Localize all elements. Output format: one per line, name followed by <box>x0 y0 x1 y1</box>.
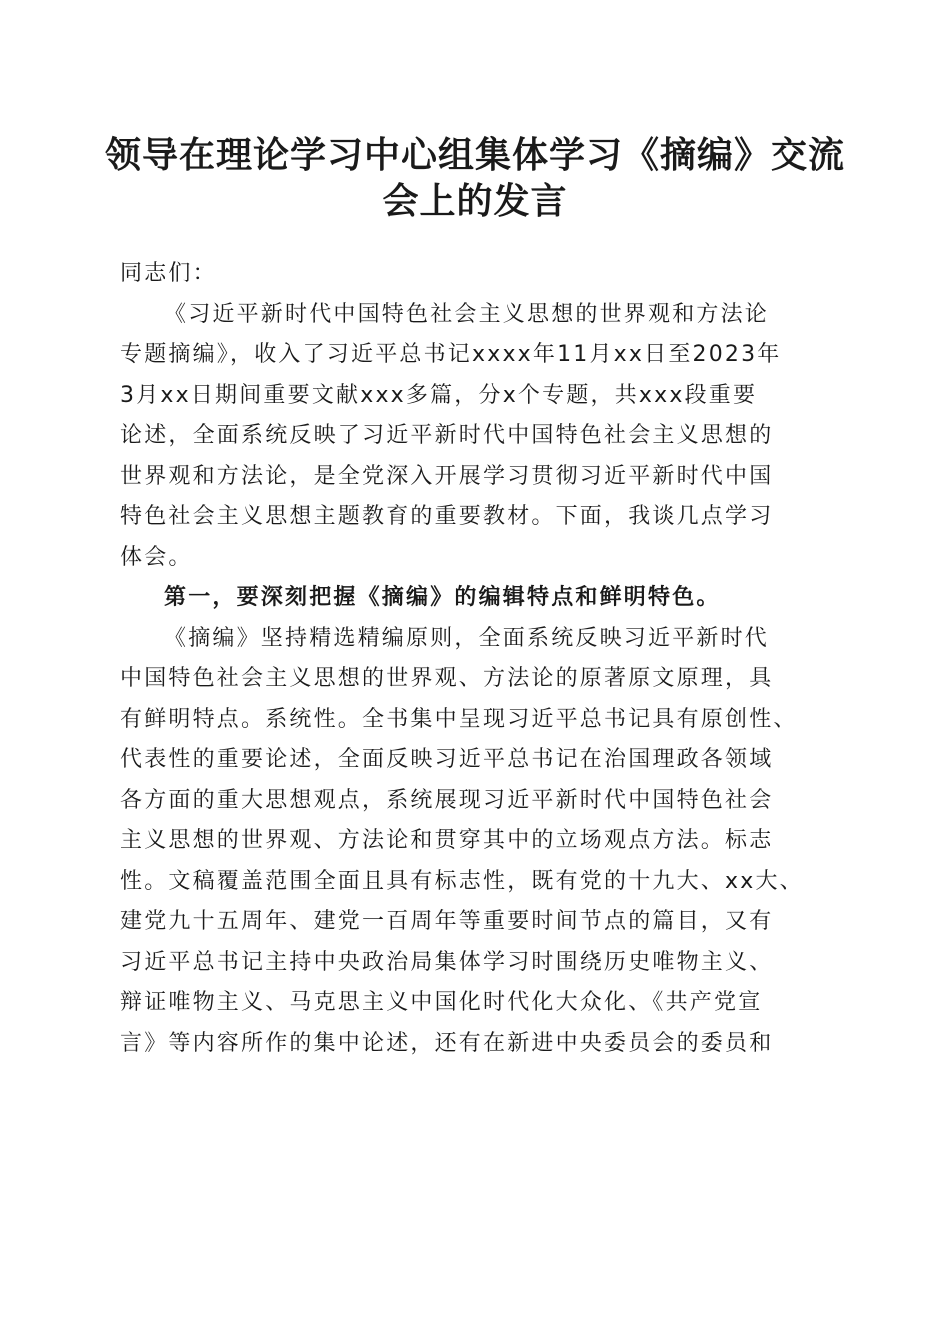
text-line: 特色社会主义思想主题教育的重要教材。下面，我谈几点学习 <box>120 504 774 529</box>
text-line: 论述，全面系统反映了习近平新时代中国特色社会主义思想的 <box>120 423 774 448</box>
text-line: 世界观和方法论，是全党深入开展学习贯彻习近平新时代中国 <box>120 463 774 489</box>
text-line: 《习近平新时代中国特色社会主义思想的世界观和方法论 <box>164 301 770 327</box>
document-title <box>100 132 850 224</box>
text-line: 中国特色社会主义思想的世界观、方法论的原著原文原理，具 <box>120 666 774 691</box>
section-heading-1 <box>120 578 826 619</box>
document-body <box>120 254 826 1064</box>
text-line: 有鲜明特点。系统性。全书集中呈现习近平总书记具有原创性、 <box>120 706 798 732</box>
salutation: 同志们： <box>120 261 217 286</box>
heading-line: 第一，要深刻把握《摘编》的编辑特点和鲜明特色。 <box>164 585 721 610</box>
text-line: 专题摘编》，收入了习近平总书记xxxx年11月xx日至2023年 <box>120 342 782 367</box>
text-line: 体会。 <box>120 544 193 570</box>
text-line: 《摘编》坚持精选精编原则，全面系统反映习近平新时代 <box>164 625 770 651</box>
text-line: 各方面的重大思想观点，系统展现习近平新时代中国特色社会 <box>120 787 774 813</box>
paragraph-section-1 <box>120 619 826 1065</box>
text-line: 3月xx日期间重要文献xxx多篇，分x个专题，共xxx段重要 <box>120 382 758 408</box>
title-line-1: 领导在理论学习中心组集体学习《摘编》交流 <box>104 134 845 176</box>
text-line: 主义思想的世界观、方法论和贯穿其中的立场观点方法。标志 <box>120 828 774 853</box>
text-line: 性。文稿覆盖范围全面且具有标志性，既有党的十九大、xx大、 <box>120 868 804 894</box>
title-line-2: 会上的发言 <box>382 180 568 222</box>
text-line: 代表性的重要论述，全面反映习近平总书记在治国理政各领域 <box>120 747 774 772</box>
text-line: 言》等内容所作的集中论述，还有在新进中央委员会的委员和 <box>120 1030 774 1056</box>
text-line: 建党九十五周年、建党一百周年等重要时间节点的篇目，又有 <box>120 909 774 934</box>
paragraph-intro <box>120 295 826 579</box>
text-line: 辩证唯物主义、马克思主义中国化时代化大众化、《共产党宣 <box>120 990 763 1015</box>
text-line: 习近平总书记主持中央政治局集体学习时围绕历史唯物主义、 <box>120 949 774 975</box>
